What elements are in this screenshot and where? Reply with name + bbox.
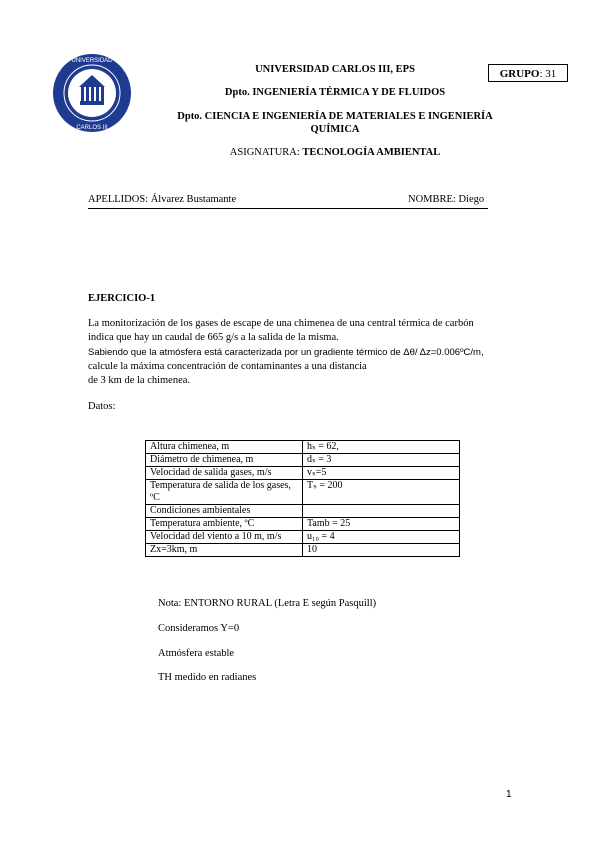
- table-cell-value: u₁₀ = 4: [303, 531, 460, 544]
- student-names-line: [88, 194, 488, 209]
- table-cell-value: Tₛ = 200: [303, 480, 460, 505]
- note-radians: TH medido en radianes: [158, 672, 257, 683]
- table-row: [146, 518, 460, 531]
- department-materials-line2: QUÍMICA: [310, 124, 360, 135]
- table-row: [146, 544, 460, 557]
- table-cell-value: [303, 505, 460, 518]
- exercise-paragraph-line4: calcule la máxima concentración de contaminantes a una distancia: [88, 361, 367, 372]
- department-thermal: Dpto. INGENIERÍA TÉRMICA Y DE FLUIDOS: [224, 87, 446, 98]
- table-cell-value: vₛ=5: [303, 467, 460, 480]
- table-cell-parameter: Temperatura de salida de los gases, ºC: [146, 480, 303, 505]
- exercise-paragraph-line1: La monitorización de los gases de escape de una chimenea de una central térmica de carbón: [88, 318, 474, 329]
- table-row: [146, 531, 460, 544]
- table-cell-parameter: Diámetro de chimenea, m: [146, 454, 303, 467]
- note-y-zero: Consideramos Y=0: [158, 623, 240, 634]
- page-number: 1: [506, 789, 512, 800]
- datos-label: Datos:: [88, 401, 116, 412]
- university-name: UNIVERSIDAD CARLOS III, EPS: [255, 64, 415, 75]
- group-label: GRUPO: [499, 68, 540, 80]
- table-cell-parameter: Condiciones ambientales: [146, 505, 303, 518]
- table-row: [146, 505, 460, 518]
- subject-value: TECNOLOGÍA AMBIENTAL: [302, 147, 441, 158]
- table-cell-value: Tamb = 25: [303, 518, 460, 531]
- table-cell-parameter: Zx=3km, m: [146, 544, 303, 557]
- group-box: [488, 64, 568, 82]
- university-seal-logo: [52, 53, 132, 133]
- table-cell-parameter: Velocidad de salida gases, m/s: [146, 467, 303, 480]
- table-cell-parameter: Velocidad del viento a 10 m, m/s: [146, 531, 303, 544]
- note-stable: Atmósfera estable: [158, 648, 235, 659]
- department-materials-line1: Dpto. CIENCIA E INGENIERÍA DE MATERIALES E INGENIERÍA: [177, 111, 493, 122]
- exercise-paragraph-line5: de 3 km de la chimenea.: [88, 375, 191, 386]
- exercise-paragraph-line3: Sabiendo que la atmósfera está caracterizada por un gradiente térmico de Δθ/ Δz=0.006ºC/m,: [88, 347, 484, 358]
- table-row: [146, 480, 460, 505]
- subject: [150, 146, 520, 159]
- svg-text:CARLOS III: CARLOS III: [76, 125, 108, 131]
- exercise-title: EJERCICIO-1: [88, 293, 156, 304]
- table-cell-parameter: Altura chimenea, m: [146, 441, 303, 454]
- table-cell-value: hₛ = 62,: [303, 441, 460, 454]
- svg-text:UNIVERSIDAD: UNIVERSIDAD: [71, 58, 113, 64]
- group-value: : 31: [539, 68, 557, 80]
- subject-label: ASIGNATURA:: [229, 147, 303, 158]
- table-row: [146, 467, 460, 480]
- apellidos-field: APELLIDOS: Álvarez Bustamante: [88, 194, 237, 205]
- table-row: [146, 454, 460, 467]
- table-cell-parameter: Temperatura ambiente, ºC: [146, 518, 303, 531]
- table-cell-value: 10: [303, 544, 460, 557]
- data-table: [145, 440, 460, 557]
- nombre-field: NOMBRE: Diego: [408, 194, 485, 205]
- table-row: [146, 441, 460, 454]
- note-rural: Nota: ENTORNO RURAL (Letra E según Pasquill): [158, 598, 377, 609]
- table-cell-value: dₛ = 3: [303, 454, 460, 467]
- exercise-paragraph-line2: indica que hay un caudal de 665 g/s a la salida de la misma.: [88, 332, 339, 343]
